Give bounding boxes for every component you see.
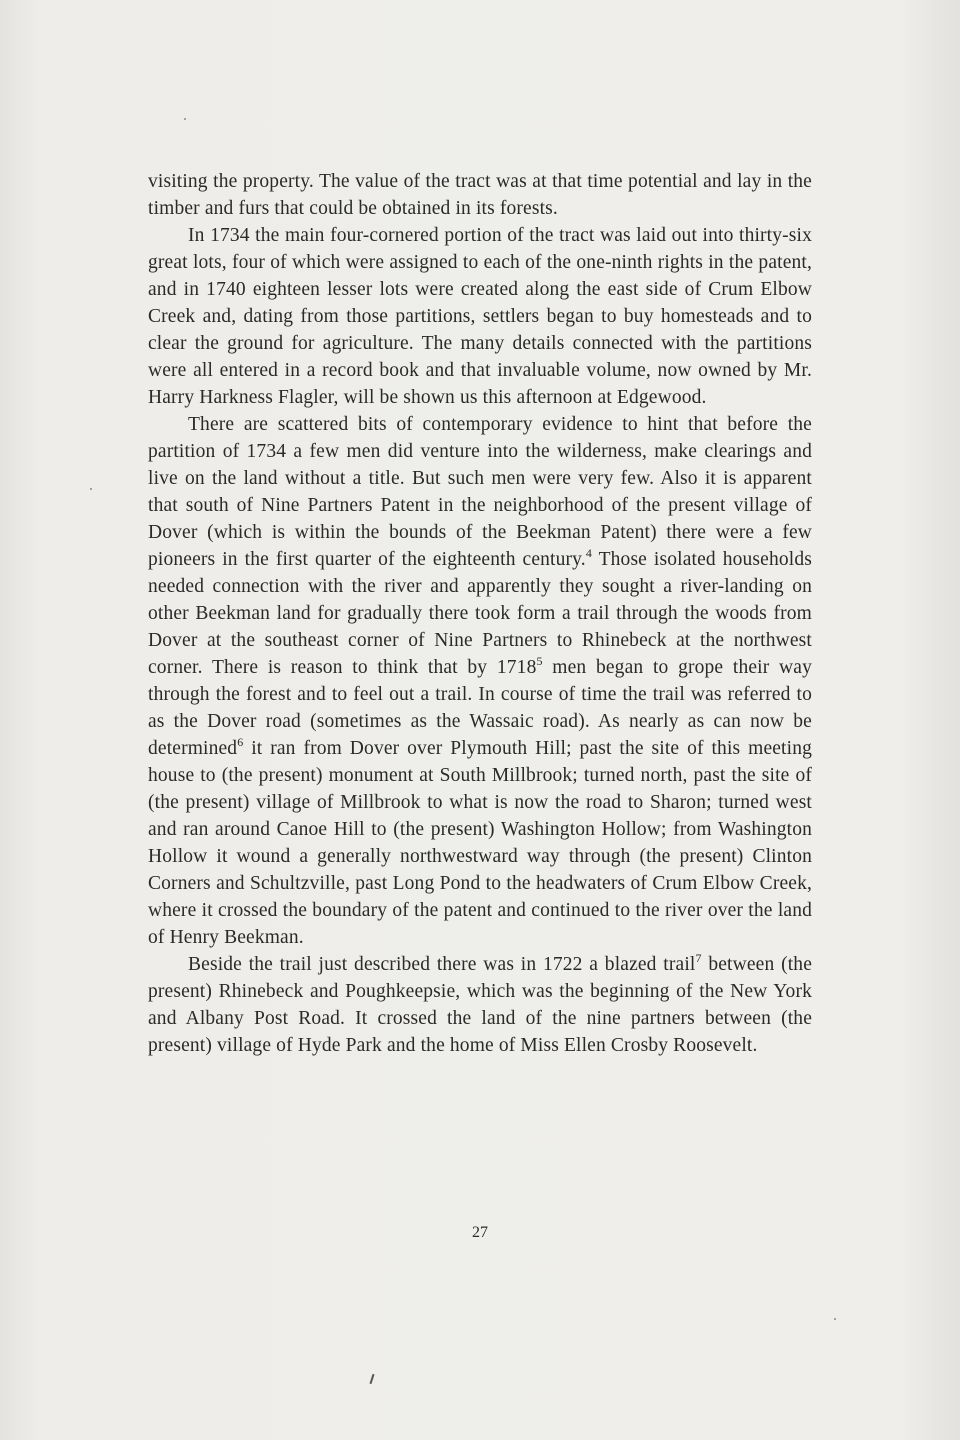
page-number: 27	[472, 1224, 488, 1241]
body-text	[148, 168, 812, 1059]
pencil-mark	[370, 1374, 375, 1384]
paragraph-3-text-d: it ran from Dover over Plymouth Hill; past the site of this meeting house to (the present) monument at South Millbrook; turned north, past the site of (the present) village of Millbrook to what is now the road to Sharon; turned west and ran around Canoe Hill to (the present) Washington Hollow; from Washington Hollow it wound a generally northwestward way through (the present) Clinton Corners and Schultzville, past Long Pond to the headwaters of Crum Elbow Creek, where it crossed the boundary of the patent and continued to the river over the land of Henry Beekman.	[148, 738, 812, 948]
paragraph-3-text-a: There are scattered bits of contemporary evidence to hint that before the partition of 1734 a few men did venture into the wilderness, make clearings and live on the land without a title. But such men were very few. Also it is apparent that south of Nine Partners Patent in the neighborhood of the present village of Dover (which is within the bounds of the Beekman Patent) there were a few pioneers in the first quarter of the eighteenth century.	[148, 414, 812, 570]
paragraph-3-text-b: Those isolated households needed connection with the river and apparently they sought a river-landing on other Beekman land for gradually there took form a trail through the woods from Dover at the southeast corner of Nine Partners to Rhinebeck at the northwest corner. There is reason to think that by 1718	[148, 549, 812, 678]
paper-speck	[90, 488, 92, 490]
paragraph-1	[148, 168, 812, 222]
paragraph-4	[148, 951, 812, 1059]
paragraph-4-text-b: between (the present) Rhinebeck and Poughkeepsie, which was the beginning of the New York and Albany Post Road. It crossed the land of the nine partners between (the present) village of Hyde Park and the home of Miss Ellen Crosby Roosevelt.	[148, 954, 812, 1056]
paragraph-4-text-a: Beside the trail just described there was in 1722 a blazed trail	[188, 954, 696, 975]
paragraph-2-text: In 1734 the main four-cornered portion of the tract was laid out into thirty-six great lots, four of which were assigned to each of the one-ninth rights in the patent, and in 1740 eighteen lesser lots were created along the east side of Crum Elbow Creek and, dating from those partitions, settlers began to buy homesteads and to clear the ground for agriculture. The many details connected with the partitions were all entered in a record book and that invaluable volume, now owned by Mr. Harry Harkness Flagler, will be shown us this afternoon at Edgewood.	[148, 225, 812, 408]
footnote-ref-7: 7	[695, 950, 702, 965]
paper-speck	[184, 118, 186, 120]
paragraph-2	[148, 222, 812, 411]
paper-speck	[834, 1318, 836, 1320]
footnote-ref-5: 5	[536, 653, 543, 668]
paragraph-1-text: visiting the property. The value of the tract was at that time potential and lay in the timber and furs that could be obtained in its forests.	[148, 171, 812, 219]
paragraph-3-text-c: men began to grope their way through the forest and to feel out a trail. In course of time the trail was referred to as the Dover road (sometimes as the Wassaic road). As nearly as can now be determined	[148, 657, 812, 759]
paragraph-3	[148, 411, 812, 951]
footnote-ref-4: 4	[585, 545, 592, 560]
footnote-ref-6: 6	[237, 734, 244, 749]
